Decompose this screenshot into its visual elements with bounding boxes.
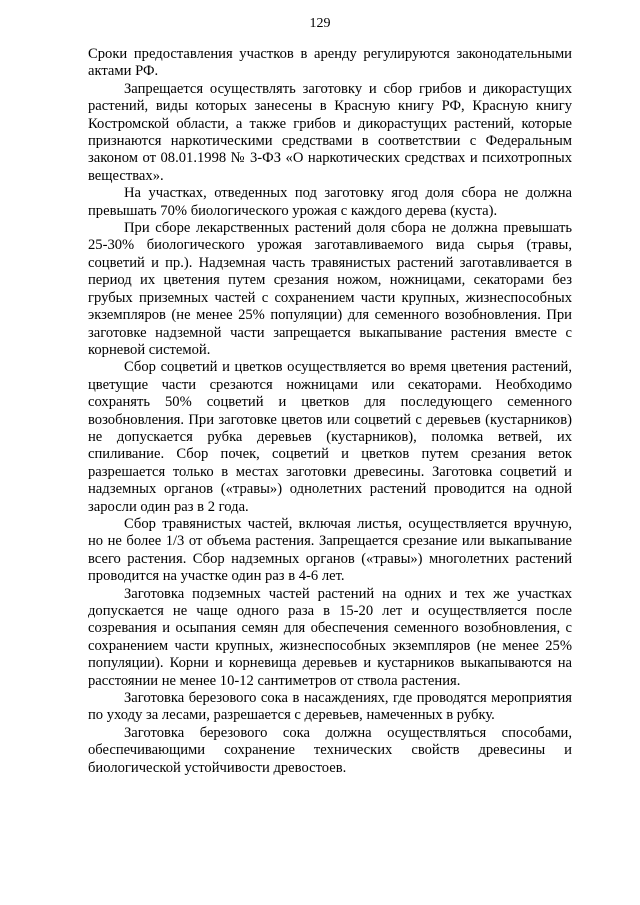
paragraph-9: Заготовка березового сока должна осуществляться способами, обеспечивающими сохранение технических свойств древесины и биологической устойчивости древостоев. xyxy=(88,724,572,776)
paragraph-5: Сбор соцветий и цветков осуществляется во время цветения растений, цветущие части срезаются ножницами или секаторами. Необходимо сохранять 50% соцветий и цветков для последующего семенного возобновления. При заготовке цветов или соцветий с деревьев (кустарников) не допускается рубка деревьев (кустарников), поломка ветвей, их спиливание. Сбор почек, соцветий и цветков путем срезания веток разрешается только в местах заготовки древесины. Заготовка соцветий и надземных органов («травы») однолетних растений проводится на одной заросли один раз в 2 года. xyxy=(88,359,572,515)
paragraph-4: При сборе лекарственных растений доля сбора не должна превышать 25-30% биологического урожая заготавливаемого вида сырья (травы, соцветий и пр.). Надземная часть травянистых растений заготавливается в период их цветения путем срезания ножом, ножницами, секаторами без грубых приземных частей с сохранением части крупных, жизнеспособных экземпляров (не менее 25% популяции) для семенного возобновления. При заготовке надземной части запрещается выкапывание растения вместе с корневой системой. xyxy=(88,220,572,358)
paragraph-6: Сбор травянистых частей, включая листья, осуществляется вручную, но не более 1/3 от объема растения. Запрещается срезание или выкапывание всего растения. Сбор надземных органов («травы») многолетних растений проводится на участке один раз в 4-6 лет. xyxy=(88,515,572,585)
document-body xyxy=(88,46,572,777)
page-number: 129 xyxy=(309,16,331,31)
paragraph-1: Сроки предоставления участков в аренду регулируются законодательными актами РФ. xyxy=(88,46,572,80)
paragraph-3: На участках, отведенных под заготовку ягод доля сбора не должна превышать 70% биологического урожая с каждого дерева (куста). xyxy=(88,185,572,219)
paragraph-2: Запрещается осуществлять заготовку и сбор грибов и дикорастущих растений, виды которых занесены в Красную книгу РФ, Красную книгу Костромской области, а также грибов и дикорастущих растений, которые признаются наркотическими средствами в соответствии с Федеральным законом от 08.01.1998 № 3-ФЗ «О наркотических средствах и психотропных веществах». xyxy=(88,80,572,184)
paragraph-7: Заготовка подземных частей растений на одних и тех же участках допускается не чаще одного раза в 15-20 лет и осуществляется после созревания и осыпания семян для обеспечения семенного возобновления, с сохранением части крупных, жизнеспособных экземпляров (не менее 25% популяции). Корни и корневища деревьев и кустарников выкапываются на расстоянии не менее 10-12 сантиметров от ствола растения. xyxy=(88,585,572,689)
paragraph-8: Заготовка березового сока в насаждениях, где проводятся мероприятия по уходу за лесами, разрешается с деревьев, намеченных в рубку. xyxy=(88,690,572,724)
